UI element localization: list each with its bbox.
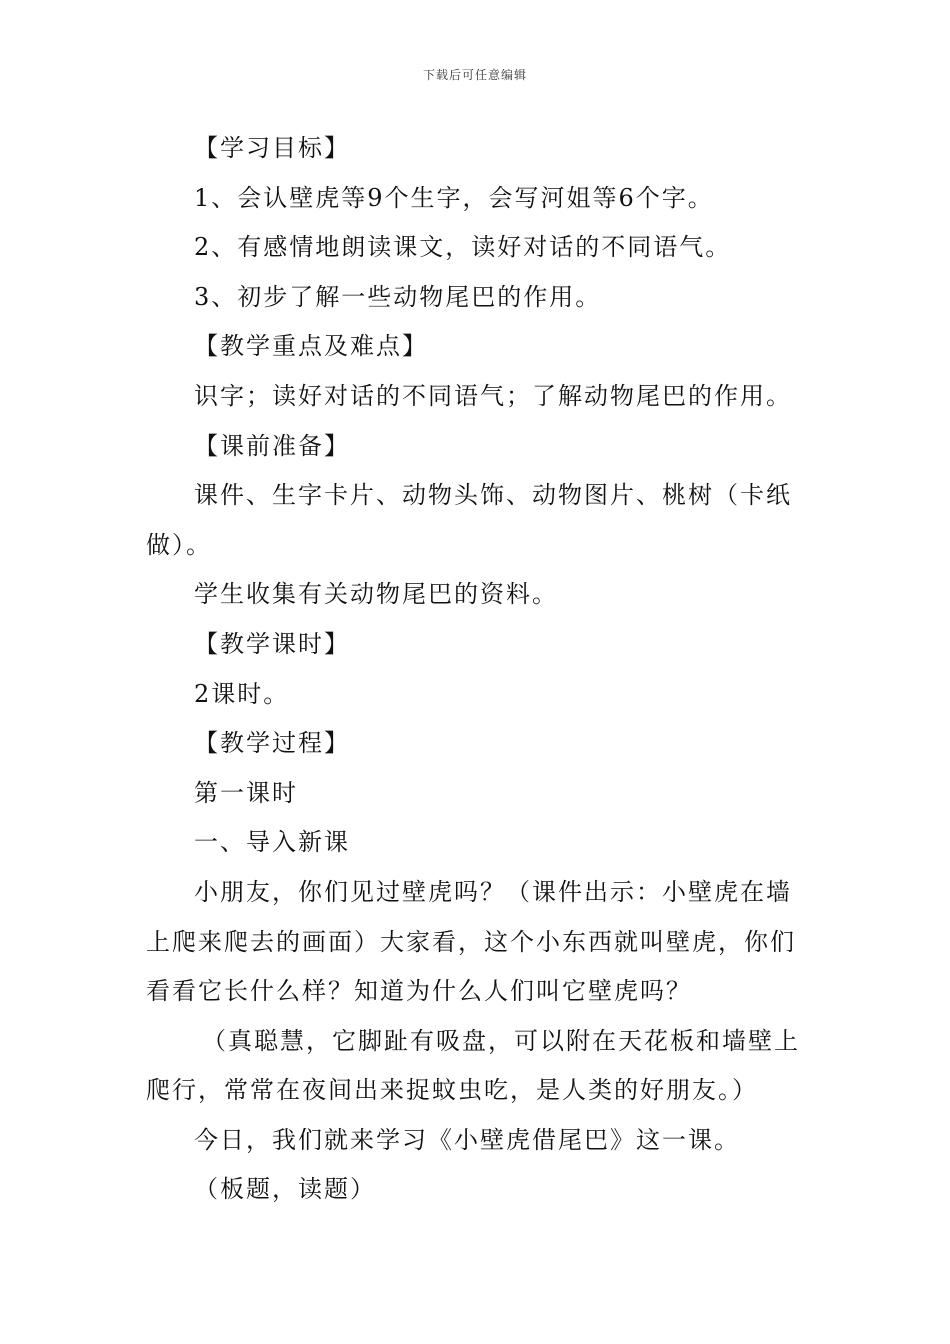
intro-paragraph: 小朋友，你们见过壁虎吗？（课件出示：小壁虎在墙上爬来爬去的画面）大家看，这个小东西就叫壁虎，你们看看它长什么样？知道为什么人们叫它壁虎吗？ (146, 877, 796, 1006)
section-heading-process: 【教学过程】 (194, 729, 350, 758)
goal-item-1: 1、会认壁虎等9个生字，会写河姐等6个字。 (194, 183, 714, 212)
period-one-title: 第一课时 (194, 778, 298, 807)
goal-item-3: 3、初步了解一些动物尾巴的作用。 (194, 282, 602, 311)
section-heading-key-points: 【教学重点及难点】 (194, 332, 428, 361)
preparation-materials: 课件、生字卡片、动物头饰、动物图片、桃树（卡纸做）。 (146, 481, 792, 559)
document-body (146, 124, 810, 1215)
key-points-text: 识字；读好对话的不同语气；了解动物尾巴的作用。 (194, 381, 792, 410)
goal-item-2: 2、有感情地朗读课文，读好对话的不同语气。 (194, 233, 732, 262)
periods-text: 2课时。 (194, 679, 290, 708)
step-one-title: 一、导入新课 (194, 828, 350, 857)
section-heading-learning-goals: 【学习目标】 (194, 134, 350, 162)
answer-paragraph: （真聪慧，它脚趾有吸盘，可以附在天花板和墙壁上爬行，常常在夜间出来捉蚊虫吃，是人类的好朋友。） (146, 1026, 800, 1105)
board-title-line: （板题，读题） (194, 1175, 376, 1204)
section-heading-preparation: 【课前准备】 (194, 431, 350, 460)
preparation-students: 学生收集有关动物尾巴的资料。 (194, 580, 558, 609)
page-header-note: 下载后可任意编辑 (422, 68, 527, 82)
lesson-intro-line: 今日，我们就来学习《小壁虎借尾巴》这一课。 (194, 1125, 740, 1154)
section-heading-periods: 【教学课时】 (194, 629, 350, 658)
